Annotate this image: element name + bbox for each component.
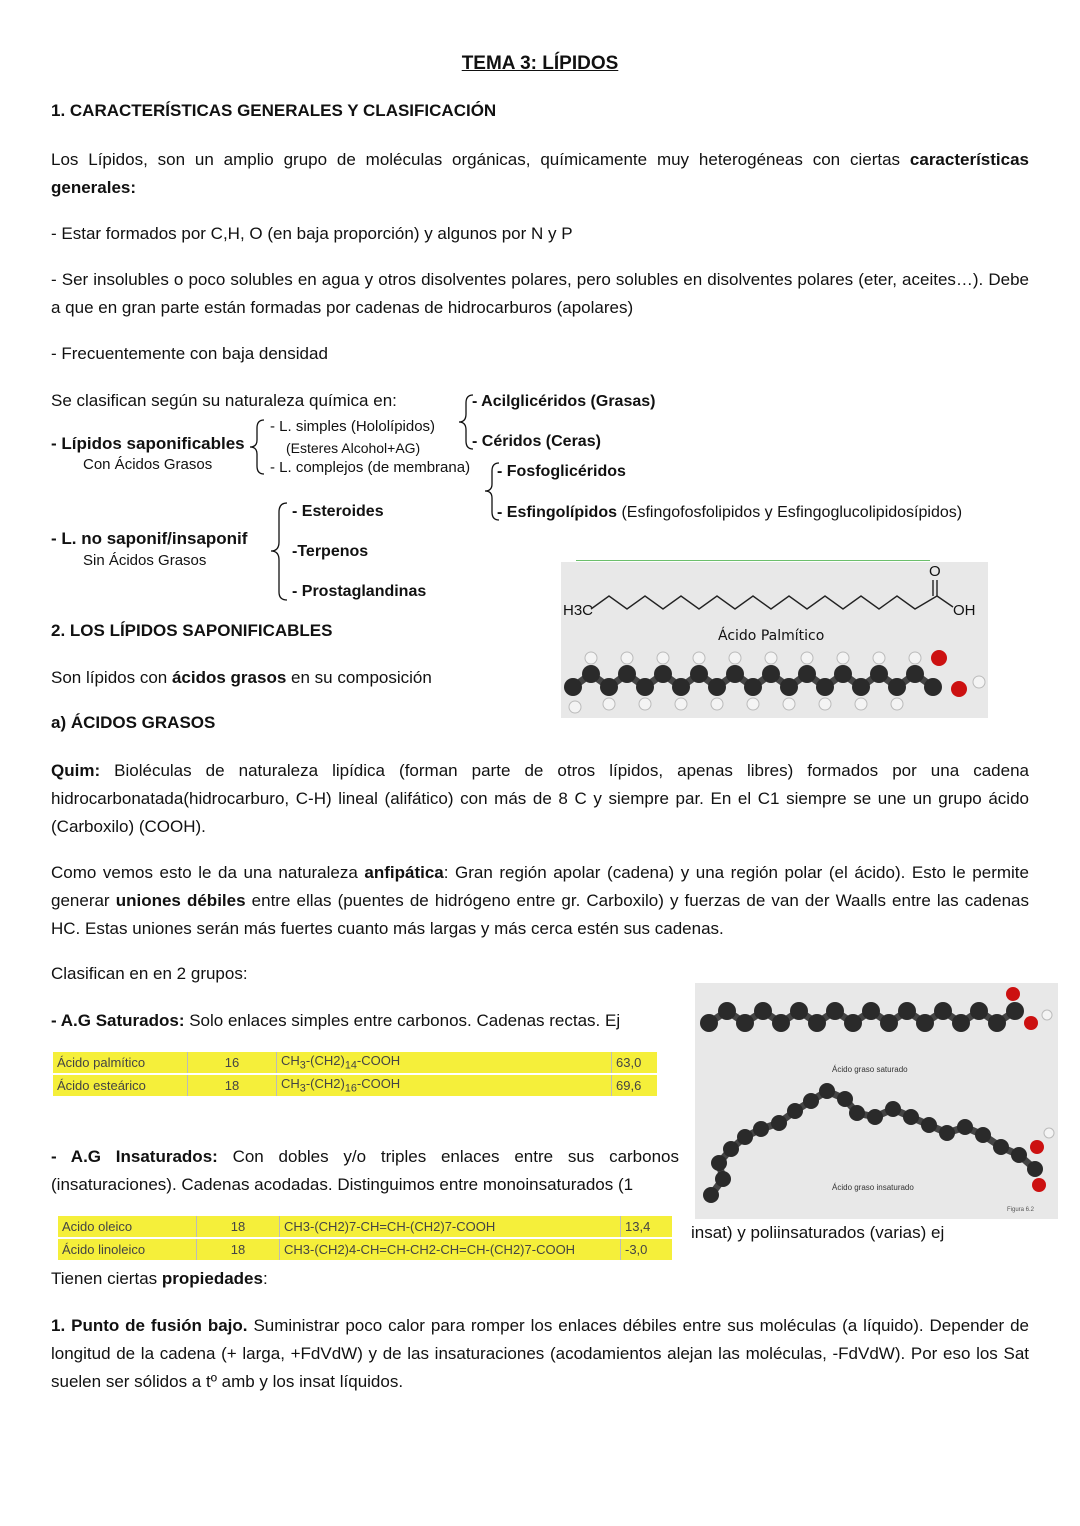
tree-saponificables-sub: Con Ácidos Grasos (83, 456, 213, 473)
formula-sub: 3 (299, 1082, 306, 1095)
tree-cerid: - Céridos (Ceras) (472, 433, 601, 450)
tree-complex: - L. complejos (de membrana) (270, 459, 471, 476)
fa-name: Ácido esteárico (53, 1074, 188, 1096)
palmitic-o-label: O (929, 563, 941, 580)
formula-part: -COOH (356, 1076, 401, 1092)
intro-bold: características generales: (51, 150, 1029, 197)
fa-carbons: 16 (188, 1052, 277, 1074)
tree-terpenos: -Terpenos (292, 543, 369, 560)
table-row (58, 1216, 672, 1238)
melting-point-paragraph (51, 1312, 1029, 1396)
fa-carbons: 18 (197, 1238, 280, 1260)
saturated-label: - A.G Saturados: (51, 1011, 185, 1030)
properties-intro (51, 1265, 268, 1293)
tree-simple: - L. simples (Hololípidos) (270, 418, 436, 435)
anf-e: entre ellas (puentes de hidrógeno entre gr. Carboxilo) y fuerzas de van der Waalls entre las cadenas HC. Estas uniones serán más fuertes cuanto más largas y más cerca estén sus cadenas. (51, 891, 1030, 938)
anf-bold-2: uniones débiles (115, 891, 246, 910)
bullet-solubility: - Ser insolubles o poco solubles en agua y otros disolventes polares, pero solubles en disolventes polares (eter, aceites…). Debe a que en gran parte están formadas por cadenas de hidrocarburos (apolares) (51, 270, 1029, 317)
quim-text: Bioléculas de naturaleza lipídica (forman parte de otros lípidos, apenas libres) formados por una cadena hidrocarbonatada(hidrocarburo, C-H) lineal (alifático) con más de 8 C y siempre par. En el C1 siempre se une un grupo ácido (Carboxilo) (COOH). (51, 761, 1029, 836)
fa-formula (277, 1074, 612, 1096)
unsaturated-text: Con dobles y/o triples enlaces entre sus carbonos (insaturaciones). Cadenas acodadas. Distinguimos entre monoinsaturados (1 (51, 1147, 679, 1194)
tree-no-saponificables: - L. no saponif/insaponif (51, 529, 248, 548)
formula-sub: 3 (299, 1059, 306, 1072)
fa-melting-point: -3,0 (621, 1238, 673, 1260)
palmitic-h3c-label: H3C (563, 602, 594, 619)
bullet-composition: - Estar formados por C,H, O (en baja proporción) y algunos por N y P (51, 224, 573, 243)
fa-carbons: 18 (188, 1074, 277, 1096)
ball-stick-model (564, 650, 985, 713)
tree-simple-sub: (Esteres Alcohol+AG) (286, 440, 421, 456)
formula-part: -COOH (356, 1053, 401, 1069)
caption-saturated: Ácido graso saturado (832, 1065, 908, 1074)
tree-saponificables: - Lípidos saponificables (51, 434, 245, 453)
anfipatica-paragraph (51, 859, 1029, 943)
tree-prostaglandinas: - Prostaglandinas (292, 583, 427, 600)
figure-divider (576, 560, 930, 561)
tree-fosfo: - Fosfoglicéridos (497, 463, 626, 480)
brace-saponificables (247, 418, 267, 476)
fatty-acids-figure (695, 983, 1058, 1219)
anf-c: : Gran región apolar (cadena) y una región polar (el ácido). Esto le permite generar (51, 863, 1029, 910)
fatty-acids-heading: a) ÁCIDOS GRASOS (51, 713, 216, 732)
section-1-heading: 1. CARACTERÍSTICAS GENERALES Y CLASIFICACIÓN (51, 101, 497, 120)
brace-no-saponificables (268, 500, 290, 604)
fa-name: Acido oleico (58, 1216, 197, 1238)
fa-melting-point: 13,4 (625, 1219, 651, 1234)
formula-part: -(CH2) (305, 1053, 345, 1069)
classification-intro: Se clasifican según su naturaleza química en: (51, 391, 397, 410)
intro-text: Los Lípidos, son un amplio grupo de moléculas orgánicas, químicamente muy heterogéneas con ciertas (51, 150, 910, 169)
saturated-text: Solo enlaces simples entre carbonos. Cadenas rectas. Ej (184, 1011, 621, 1030)
tree-no-saponificables-sub: Sin Ácidos Grasos (83, 552, 207, 569)
saturated-table (53, 1052, 657, 1096)
table-row (53, 1074, 657, 1096)
fa-formula: CH3-(CH2)7-CH=CH-(CH2)7-COOH (280, 1216, 621, 1238)
groups-intro: Clasifican en en 2 grupos: (51, 964, 248, 983)
fa-formula (277, 1052, 612, 1074)
melting-point-label: 1. Punto de fusión bajo. (51, 1316, 248, 1335)
formula-part: -(CH2) (305, 1076, 345, 1092)
saturated-model (700, 987, 1052, 1032)
unsaturated-label: - A.G Insaturados: (51, 1147, 218, 1166)
fa-melting-point: 63,0 (616, 1055, 642, 1070)
fa-carbons: 18 (197, 1216, 280, 1238)
intro-paragraph (51, 146, 1029, 202)
quim-label: Quim: (51, 761, 101, 780)
anf-a: Como vemos esto le da una naturaleza (51, 863, 365, 882)
tree-acil: - Acilglicéridos (Grasas) (472, 393, 656, 410)
saturated-line (51, 1007, 620, 1035)
table-row (58, 1238, 672, 1260)
sap-intro-c: en su composición (286, 668, 432, 687)
fa-melting-point: 69,6 (612, 1074, 658, 1096)
anf-bold-1: anfipática (364, 863, 444, 882)
prop-a: Tienen ciertas (51, 1269, 162, 1288)
palmitic-oh-label: OH (953, 602, 976, 619)
tree-esfingo-label: - Esfingolípidos (497, 504, 617, 521)
tree-esteroides: - Esteroides (292, 503, 384, 520)
table-row (53, 1052, 657, 1074)
quim-paragraph (51, 757, 1029, 841)
formula-part: CH (281, 1076, 300, 1092)
fa-formula: CH3-(CH2)4-CH=CH-CH2-CH=CH-(CH2)7-COOH (280, 1238, 621, 1260)
saponificables-intro (51, 664, 432, 692)
palmitic-caption: Ácido Palmítico (718, 628, 825, 644)
formula-sub: 14 (344, 1059, 357, 1072)
prop-bold: propiedades (161, 1269, 263, 1288)
figure-number: Figura 6.2 (1007, 1207, 1035, 1213)
melting-point-text: Suministrar poco calor para romper los enlaces débiles entre sus moléculas (a líquido). Depender de longitud de la cadena (+ larga, +FdVdW) y de las insaturaciones (acodamientos alejan las moléculas, -FdVdW). Por eso los Sat suelen ser sólidos a tº amb y los insat líquidos. (51, 1316, 1030, 1391)
fa-name: Ácido palmítico (53, 1052, 188, 1074)
formula-sub: 16 (344, 1082, 357, 1095)
unsaturated-paragraph (51, 1143, 679, 1199)
palmitic-acid-figure (561, 562, 988, 718)
bullet-density: - Frecuentemente con baja densidad (51, 344, 328, 363)
tree-esfingo (497, 504, 962, 522)
sap-intro-bold: ácidos grasos (171, 668, 287, 687)
caption-unsaturated: Ácido graso insaturado (832, 1183, 914, 1192)
unsaturated-continuation: insat) y poliinsaturados (varias) ej (691, 1223, 945, 1242)
section-2-heading: 2. LOS LÍPIDOS SAPONIFICABLES (51, 621, 333, 640)
fa-name: Ácido linoleico (58, 1238, 197, 1260)
page-title: TEMA 3: LÍPIDOS (461, 53, 619, 74)
tree-esfingo-note: (Esfingofosfolipidos y Esfingoglucolipidosípidos) (617, 504, 963, 521)
prop-c: : (262, 1269, 268, 1288)
formula-part: CH (281, 1053, 300, 1069)
unsaturated-table (58, 1216, 672, 1260)
sap-intro-a: Son lípidos con (51, 668, 172, 687)
